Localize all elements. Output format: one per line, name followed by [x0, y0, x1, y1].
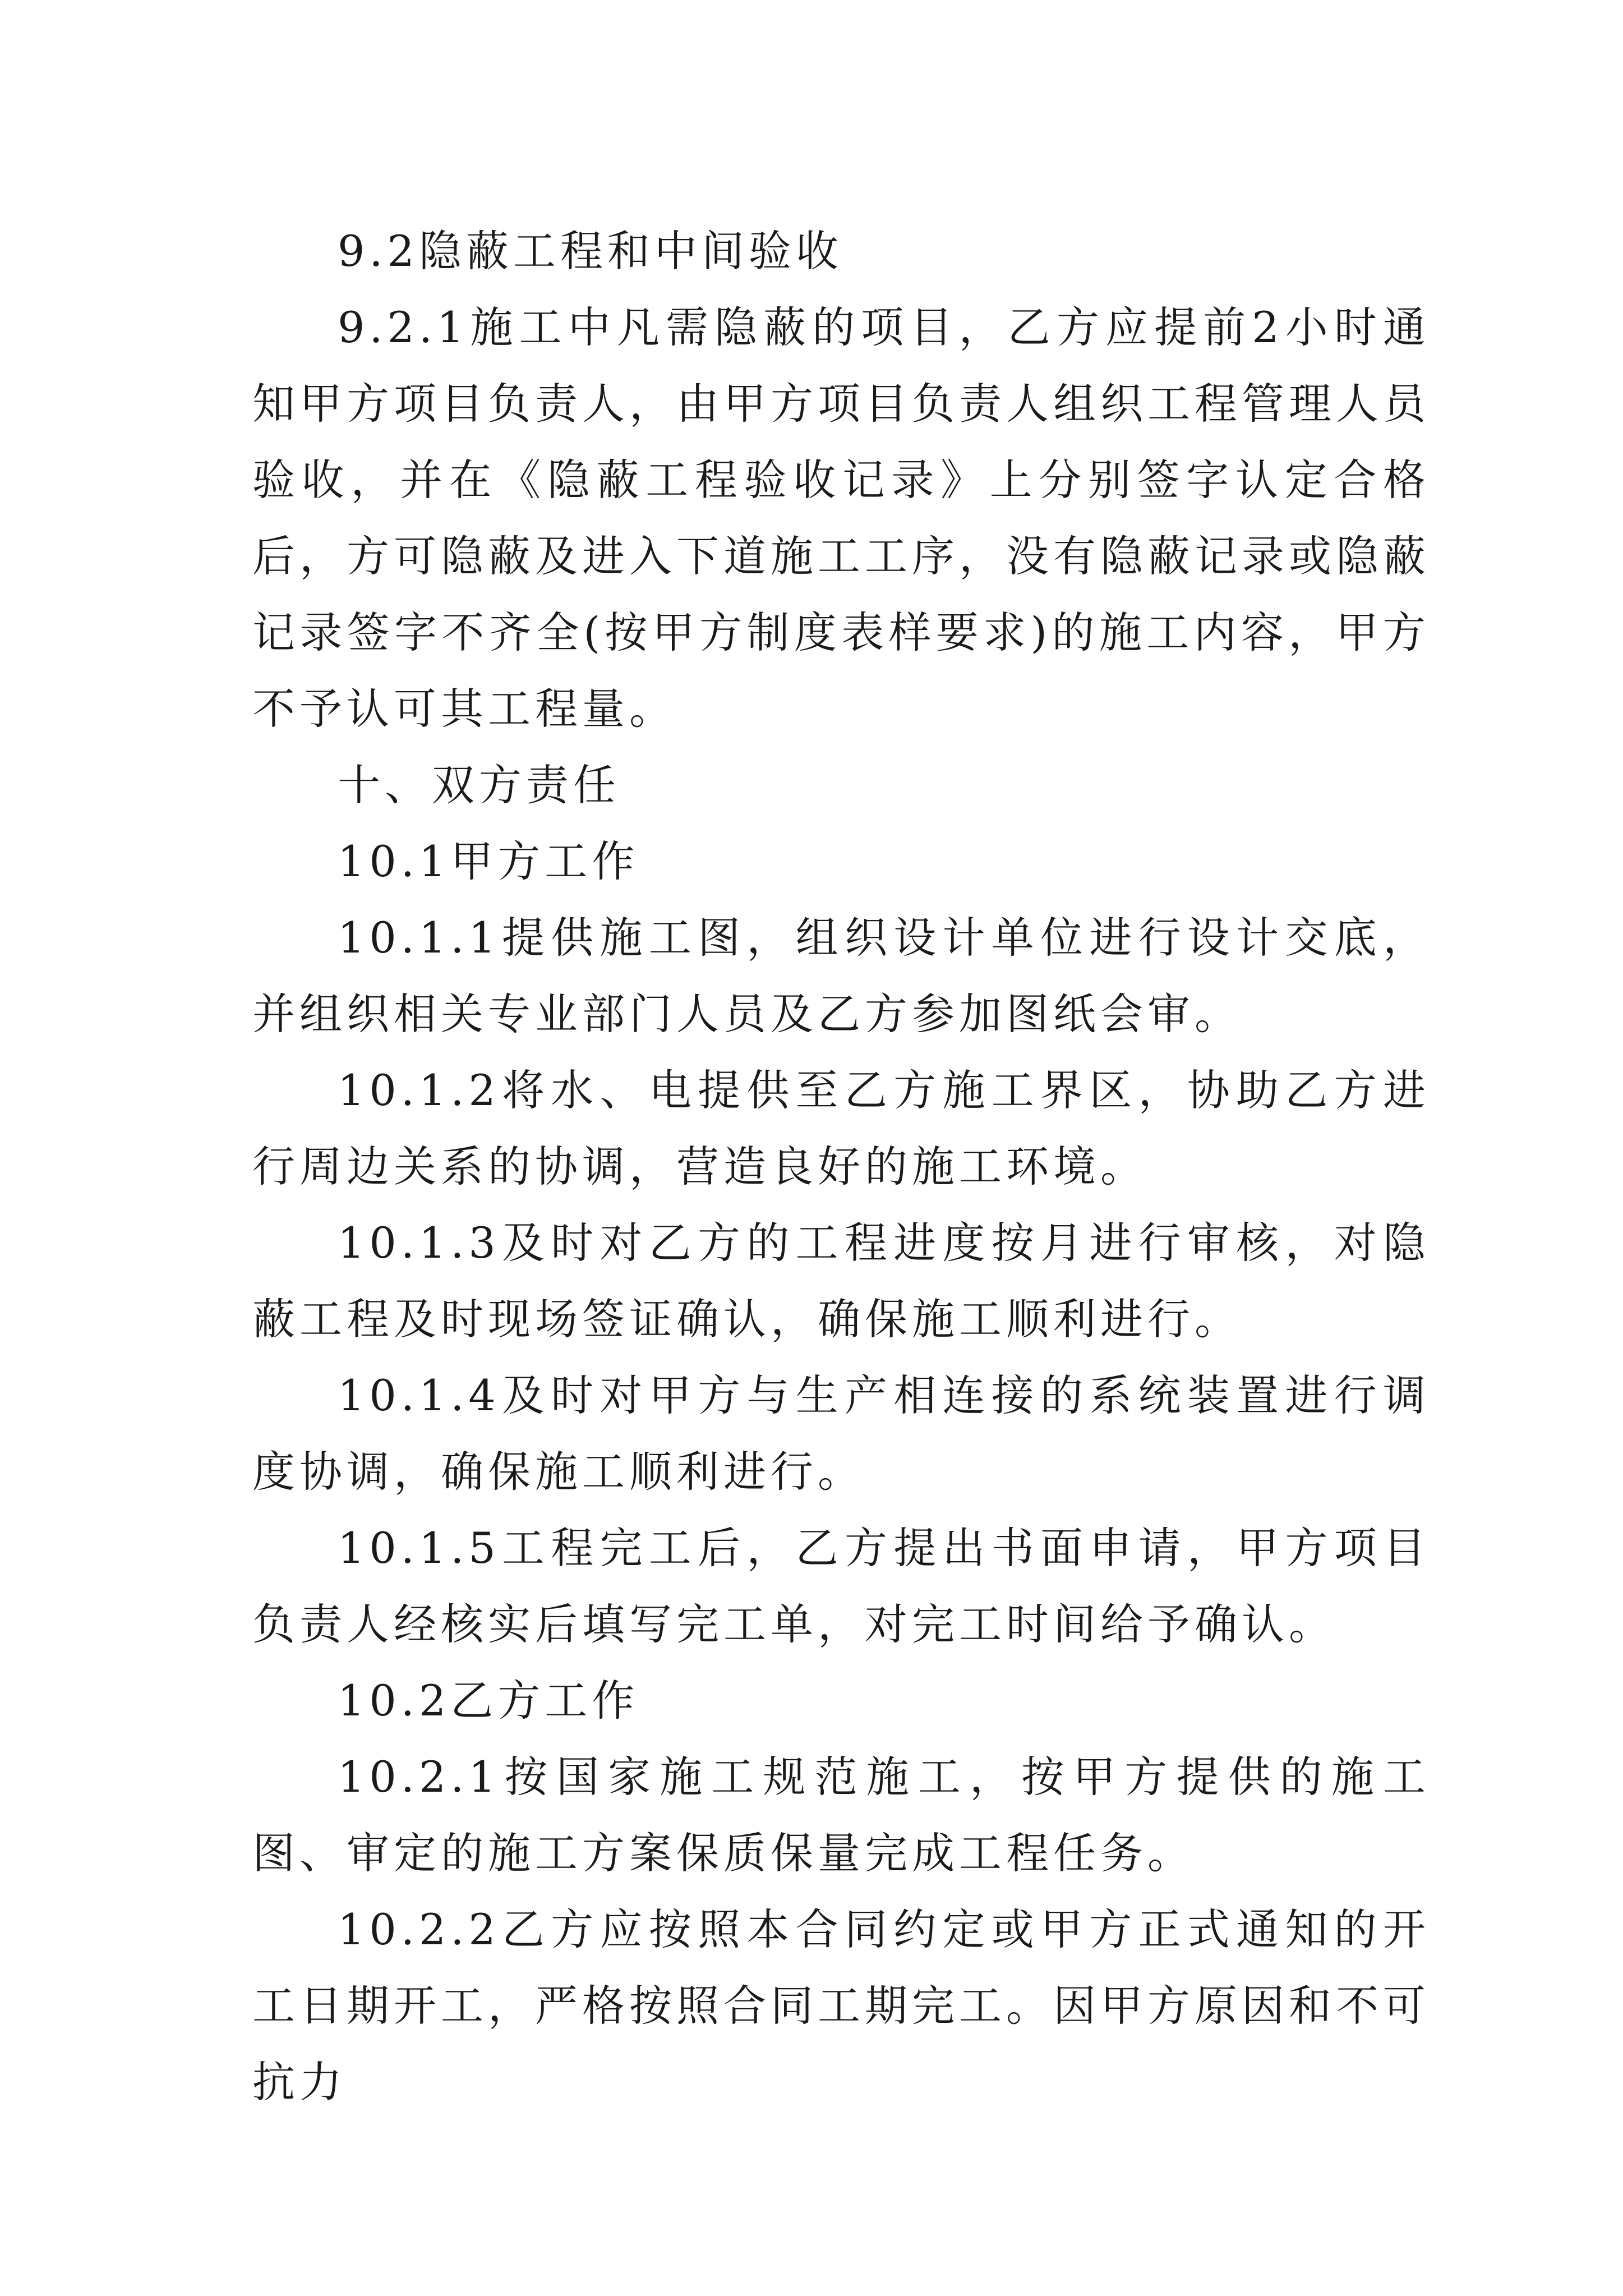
- clause-10-2-1: 10.2.1按国家施工规范施工，按甲方提供的施工图、审定的施工方案保质保量完成工程任务。: [252, 1752, 1430, 1878]
- clause-10-1-2: 10.1.2将水、电提供至乙方施工界区，协助乙方进行周边关系的协调，营造良好的施工环境。: [252, 1065, 1430, 1191]
- clause-10-1-3: 10.1.3及时对乙方的工程进度按月进行审核，对隐蔽工程及时现场签证确认，确保施工顺利进行。: [252, 1218, 1430, 1344]
- section-heading-9-2: 9.2隐蔽工程和中间验收: [338, 226, 843, 276]
- clause-10-1-5: 10.1.5工程完工后，乙方提出书面申请，甲方项目负责人经核实后填写完工单，对完工时间给予确认。: [252, 1523, 1430, 1649]
- section-heading-10-2: 10.2乙方工作: [338, 1676, 639, 1726]
- clause-9-2-1: 9.2.1施工中凡需隐蔽的项目，乙方应提前2小时通知甲方项目负责人，由甲方项目负责人组织工程管理人员验收，并在《隐蔽工程验收记录》上分别签字认定合格后，方可隐蔽及进入下道施工工序，没有隐蔽记录或隐蔽记录签字不齐全(按甲方制度表样要求)的施工内容，甲方不予认可其工程量。: [252, 302, 1430, 734]
- section-heading-10: 十、双方责任: [338, 760, 620, 810]
- clause-10-1-4: 10.1.4及时对甲方与生产相连接的系统装置进行调度协调，确保施工顺利进行。: [252, 1370, 1430, 1497]
- document-body: [252, 213, 1430, 2120]
- section-heading-10-1: 10.1甲方工作: [338, 836, 639, 886]
- clause-10-1-1: 10.1.1提供施工图，组织设计单位进行设计交底，并组织相关专业部门人员及乙方参加图纸会审。: [252, 913, 1430, 1039]
- clause-10-2-2: 10.2.2乙方应按照本合同约定或甲方正式通知的开工日期开工，严格按照合同工期完工。因甲方原因和不可抗力: [252, 1904, 1430, 2107]
